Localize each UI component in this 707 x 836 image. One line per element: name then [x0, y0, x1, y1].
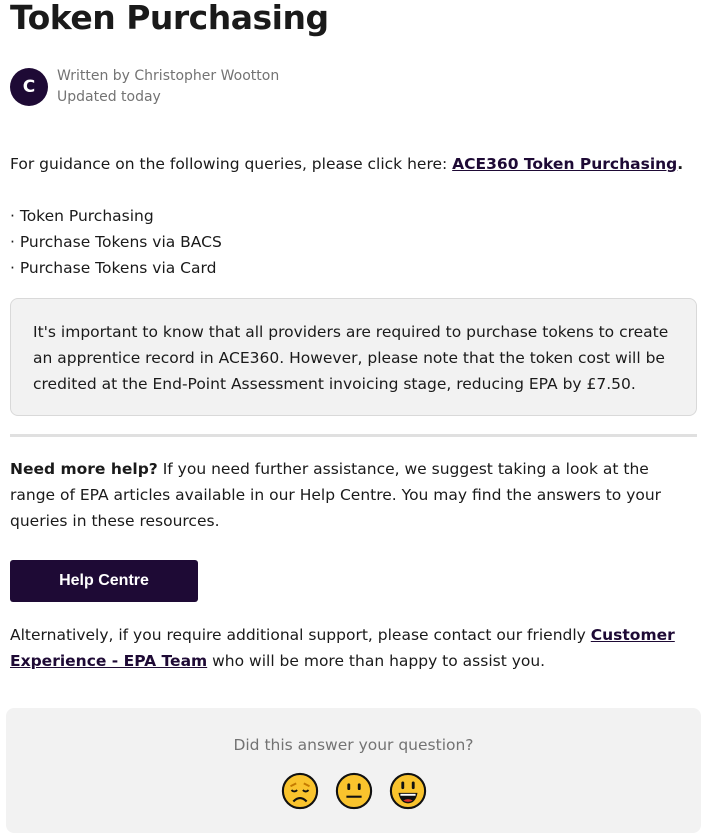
alt-paragraph [10, 622, 697, 674]
help-centre-button[interactable]: Help Centre [10, 560, 198, 602]
author: Written by Christopher Wootton [57, 68, 280, 84]
divider [10, 434, 697, 437]
customer-experience-link[interactable]: Customer Experience - EPA Team [10, 626, 675, 670]
help-paragraph [10, 456, 697, 534]
list-item: · Purchase Tokens via Card [10, 259, 217, 277]
list-item: · Purchase Tokens via BACS [10, 233, 222, 251]
smiley-face-icon[interactable] [389, 772, 427, 810]
avatar: C [10, 68, 48, 106]
intro-text: For guidance on the following queries, please click here: [10, 155, 453, 173]
callout-box: It's important to know that all providers are required to purchase tokens to create an apprentice record in ACE360. However, please note that the token cost will be credited at the End-Point Assessment invoicing stage, reducing EPA by £7.50. [10, 298, 697, 416]
list-item: · Token Purchasing [10, 207, 154, 225]
updated: Updated today [57, 89, 161, 105]
query-list [10, 203, 697, 281]
feedback-question: Did this answer your question? [233, 736, 474, 754]
page-title: Token Purchasing [10, 0, 329, 37]
neutral-face-icon[interactable] [335, 772, 373, 810]
disappointed-face-icon[interactable] [281, 772, 319, 810]
intro-paragraph [10, 151, 697, 177]
help-text: If you need further assistance, we suggest taking a look at the range of EPA articles available in our Help Centre. You may find the answers to your queries in these resources. [10, 460, 662, 530]
alt-end: who will be more than happy to assist you. [207, 652, 546, 670]
help-heading: Need more help? [10, 460, 158, 478]
article-meta [57, 66, 279, 108]
alt-text: Alternatively, if you require additional support, please contact our friendly [10, 626, 591, 644]
token-purchasing-link[interactable]: ACE360 Token Purchasing [452, 155, 678, 173]
intro-end: . [677, 155, 684, 173]
feedback-panel [6, 708, 701, 833]
